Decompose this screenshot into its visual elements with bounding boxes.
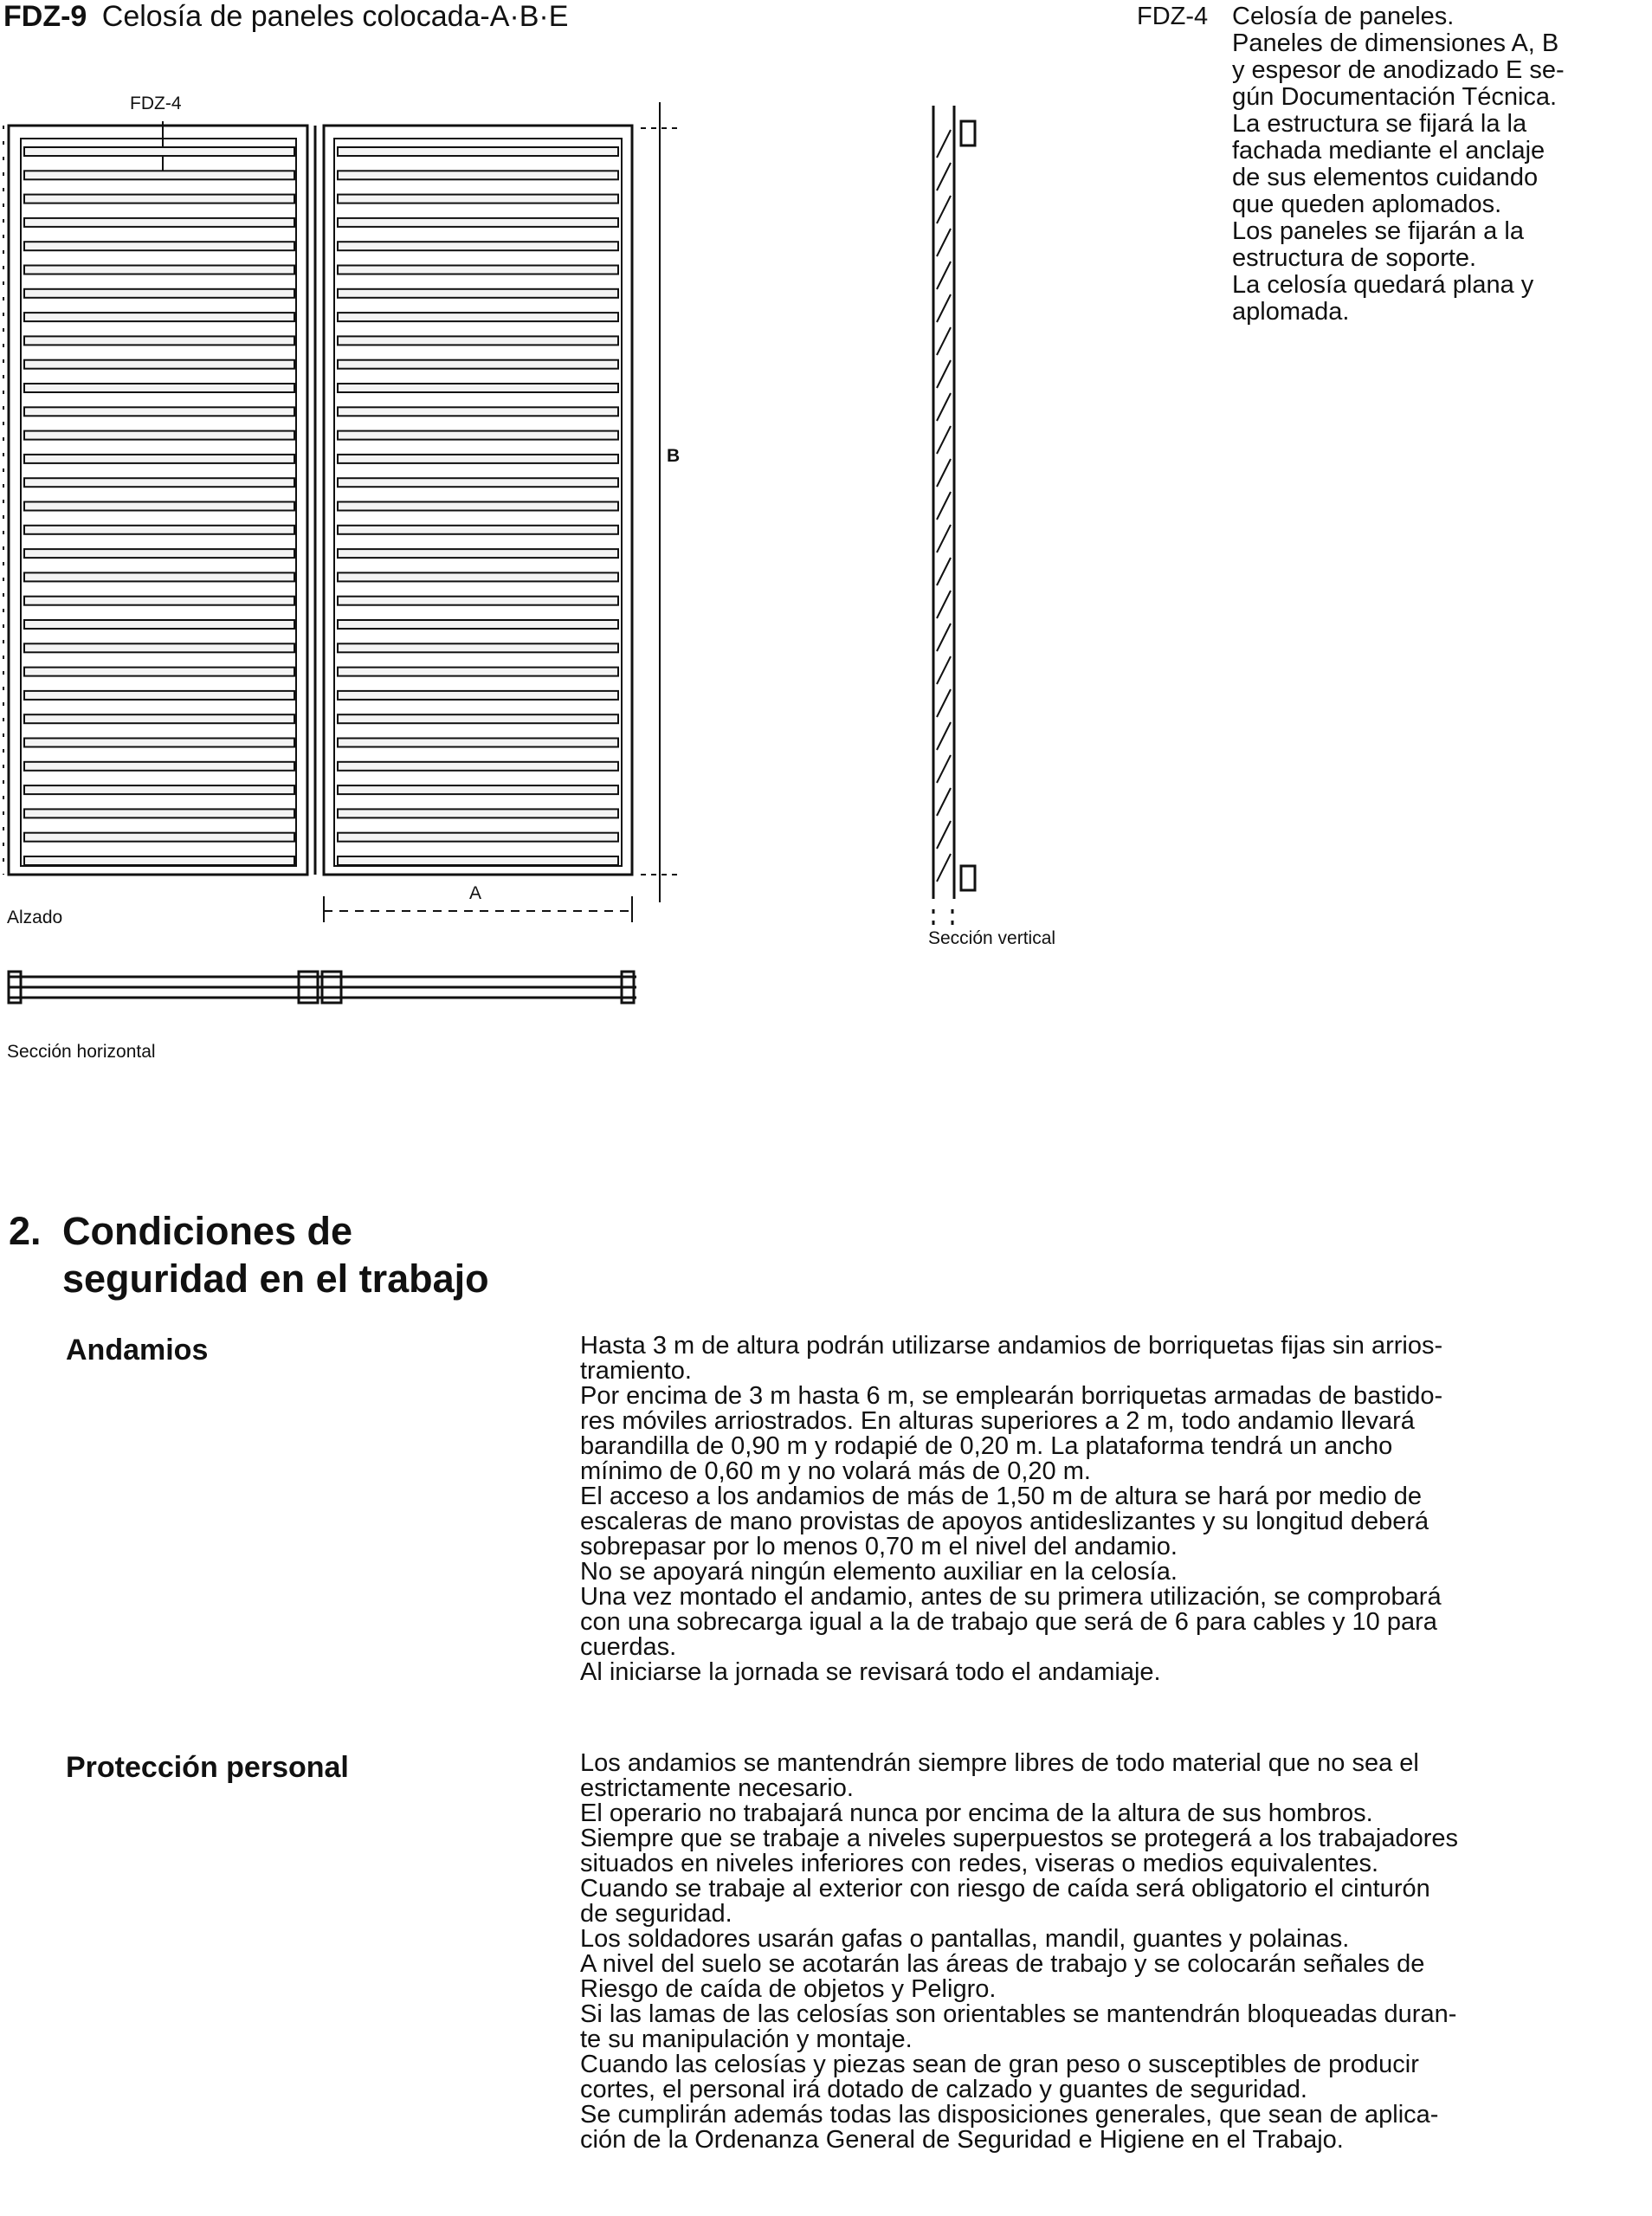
slat [338, 785, 618, 794]
slat [24, 643, 294, 652]
slat [338, 856, 618, 865]
slat [24, 668, 294, 676]
slat [338, 455, 618, 463]
notes-line: Los paneles se fijarán a la [1232, 217, 1524, 246]
paragraph-line: El acceso a los andamios de más de 1,50 m de altura se hará por medio de [580, 1483, 1423, 1510]
slat [338, 360, 618, 369]
notes-line: La celosía quedará plana y [1232, 271, 1534, 300]
slat [338, 336, 618, 345]
slat [24, 455, 294, 463]
notes-line: aplomada. [1232, 298, 1350, 326]
slat [338, 242, 618, 250]
section-heading [9, 1208, 489, 1303]
slat [24, 502, 294, 511]
hatch-line [937, 360, 951, 388]
slat [338, 313, 618, 321]
paragraph-line: El operario no trabajará nunca por encima de la altura de sus hombros. [580, 1799, 1373, 1827]
elevation-label: Alzado [7, 908, 63, 927]
paragraph-line: sobrepasar por lo menos 0,70 m el nivel del andamio. [580, 1533, 1178, 1560]
slat [24, 597, 294, 605]
paragraph-line: Hasta 3 m de altura podrán utilizarse andamios de borriquetas fijas sin arrios- [580, 1332, 1443, 1360]
notes-line: y espesor de anodizado E se- [1232, 56, 1565, 85]
slat [24, 407, 294, 416]
slat [338, 384, 618, 392]
notes-line: gún Documentación Técnica. [1232, 83, 1558, 112]
vertical-section-label: Sección vertical [928, 928, 1056, 948]
hatch-line [937, 591, 951, 618]
hatch-line [937, 196, 951, 223]
slat [338, 833, 618, 842]
slat [24, 809, 294, 817]
slat [24, 785, 294, 794]
paragraph-line: escaleras de mano provistas de apoyos antideslizantes y su longitud deberá [580, 1508, 1429, 1535]
slat [338, 597, 618, 605]
hatch-line [937, 656, 951, 684]
paragraph-line: cuerdas. [580, 1633, 677, 1661]
paragraph-line: Si las lamas de las celosías son orientables se mantendrán bloqueadas duran- [580, 2000, 1457, 2028]
notes-code: FDZ-4 [1137, 3, 1209, 30]
slat [24, 833, 294, 842]
hatch-line [937, 163, 951, 191]
slat [24, 195, 294, 204]
slat [24, 526, 294, 534]
slat [338, 289, 618, 298]
slat [338, 691, 618, 700]
hatch-line [937, 393, 951, 421]
notes-line: que queden aplomados. [1232, 191, 1502, 219]
hatch-line [937, 722, 951, 750]
paragraph-line: Cuando se trabaje al exterior con riesgo de caída será obligatorio el cinturón [580, 1875, 1430, 1903]
hatch-line [937, 854, 951, 882]
slat [338, 526, 618, 534]
slat [338, 714, 618, 723]
slat [338, 620, 618, 629]
notes-line: Celosía de paneles. [1232, 3, 1455, 30]
slat [24, 478, 294, 487]
horizontal-section [9, 972, 636, 1003]
paragraph-line: de seguridad. [580, 1900, 732, 1928]
slat [338, 218, 618, 227]
dimension-a-label: A [469, 883, 482, 903]
slat [24, 549, 294, 558]
hatch-line [937, 130, 951, 158]
slat [338, 739, 618, 747]
vertical-section-hatch [937, 130, 951, 882]
slat [338, 549, 618, 558]
paragraph-line: ción de la Ordenanza General de Seguridad e Higiene en el Trabajo. [580, 2126, 1344, 2154]
drawing-code: FDZ-9 [3, 0, 87, 33]
hatch-line [937, 623, 951, 651]
paragraph-line: te su manipulación y montaje. [580, 2025, 913, 2053]
paragraph-line: tramiento. [580, 1357, 692, 1385]
hatch-line [937, 327, 951, 355]
subsection-text-andamios [580, 1334, 1641, 1685]
notes-line: de sus elementos cuidando [1232, 164, 1539, 192]
slat [338, 407, 618, 416]
hatch-line [937, 821, 951, 849]
slat [24, 147, 294, 156]
hatch-line [937, 525, 951, 552]
paragraph-line: res móviles arriostrados. En alturas superiores a 2 m, todo andamio llevará [580, 1407, 1415, 1435]
paragraph-line: mínimo de 0,60 m y no volará más de 0,20 m. [580, 1457, 1091, 1485]
paragraph-line: Riesgo de caída de objetos y Peligro. [580, 1975, 997, 2003]
paragraph-line: con una sobrecarga igual a la de trabajo que será de 6 para cables y 10 para [580, 1608, 1437, 1636]
paragraph-line: Siempre que se trabaje a niveles superpuestos se protegerá a los trabajadores [580, 1825, 1458, 1852]
slat [24, 336, 294, 345]
slat [338, 668, 618, 676]
paragraph-line: cortes, el personal irá dotado de calzado y guantes de seguridad. [580, 2076, 1307, 2103]
paragraph-line: Cuando las celosías y piezas sean de gran peso o susceptibles de producir [580, 2051, 1419, 2078]
slat [338, 572, 618, 581]
hatch-line [937, 788, 951, 816]
hatch-line [937, 689, 951, 717]
slat [338, 502, 618, 511]
subsection-label-andamios: Andamios [66, 1334, 209, 1366]
slat [24, 714, 294, 723]
slat [338, 762, 618, 771]
slat [24, 856, 294, 865]
slat [338, 478, 618, 487]
slat [24, 313, 294, 321]
slat [24, 289, 294, 298]
slat [24, 572, 294, 581]
slat [338, 147, 618, 156]
slat [338, 171, 618, 179]
dimension-b-label: B [667, 446, 681, 466]
paragraph-line: Por encima de 3 m hasta 6 m, se emplearán borriquetas armadas de bastido- [580, 1382, 1443, 1410]
hatch-line [937, 492, 951, 520]
section-number: 2. [9, 1209, 42, 1253]
hatch-line [937, 262, 951, 289]
subsection-label-proteccion: Protección personal [66, 1751, 349, 1784]
notes-lines [1137, 3, 1622, 326]
slat [24, 691, 294, 700]
drawing-notes [1137, 3, 1622, 326]
slat [24, 431, 294, 440]
horizontal-section-label: Sección horizontal [7, 1042, 156, 1062]
slat [24, 266, 294, 275]
slat [24, 218, 294, 227]
subsection-text-proteccion [580, 1751, 1641, 2153]
slat [24, 242, 294, 250]
drawing-title: Celosía de paneles colocada-A·B·E [101, 0, 569, 33]
hatch-line [937, 755, 951, 783]
slat [24, 739, 294, 747]
slat [24, 762, 294, 771]
slat [338, 195, 618, 204]
slat [338, 643, 618, 652]
notes-line: La estructura se fijará la la [1232, 110, 1527, 139]
hatch-line [937, 426, 951, 454]
panel-reference-label: FDZ-4 [130, 94, 182, 113]
vertical-section [933, 106, 975, 931]
paragraph-line: Los soldadores usarán gafas o pantallas, mandil, guantes y polainas. [580, 1925, 1350, 1953]
paragraph-line: Los andamios se mantendrán siempre libres de todo material que no sea el [580, 1749, 1419, 1777]
section-title-line1: Condiciones de [62, 1209, 353, 1253]
slat [338, 809, 618, 817]
paragraph-line: barandilla de 0,90 m y rodapié de 0,20 m. La plataforma tendrá un ancho [580, 1432, 1393, 1460]
notes-line: fachada mediante el anclaje [1232, 137, 1546, 165]
paragraph-line: No se apoyará ningún elemento auxiliar en la celosía. [580, 1558, 1178, 1586]
section-title-line2: seguridad en el trabajo [62, 1256, 489, 1301]
notes-line: estructura de soporte. [1232, 244, 1477, 273]
slat [24, 171, 294, 179]
paragraph-line: Se cumplirán además todas las disposiciones generales, que sean de aplica- [580, 2101, 1439, 2129]
hatch-line [937, 294, 951, 322]
paragraph-line: Al iniciarse la jornada se revisará todo el andamiaje. [580, 1658, 1161, 1686]
slat [338, 266, 618, 275]
slat [24, 384, 294, 392]
notes-line: Paneles de dimensiones A, B [1232, 29, 1559, 58]
paragraph-line: estrictamente necesario. [580, 1774, 854, 1802]
hatch-line [937, 459, 951, 487]
paragraph-line: A nivel del suelo se acotarán las áreas de trabajo y se colocarán señales de [580, 1950, 1425, 1978]
slats-group [24, 147, 618, 865]
paragraph-line: situados en niveles inferiores con redes, viseras o medios equivalentes. [580, 1850, 1379, 1877]
slat [24, 620, 294, 629]
paragraph-line: Una vez montado el andamio, antes de su primera utilización, se comprobará [580, 1583, 1442, 1611]
hatch-line [937, 229, 951, 256]
slat [24, 360, 294, 369]
hatch-line [937, 558, 951, 585]
slat [338, 431, 618, 440]
